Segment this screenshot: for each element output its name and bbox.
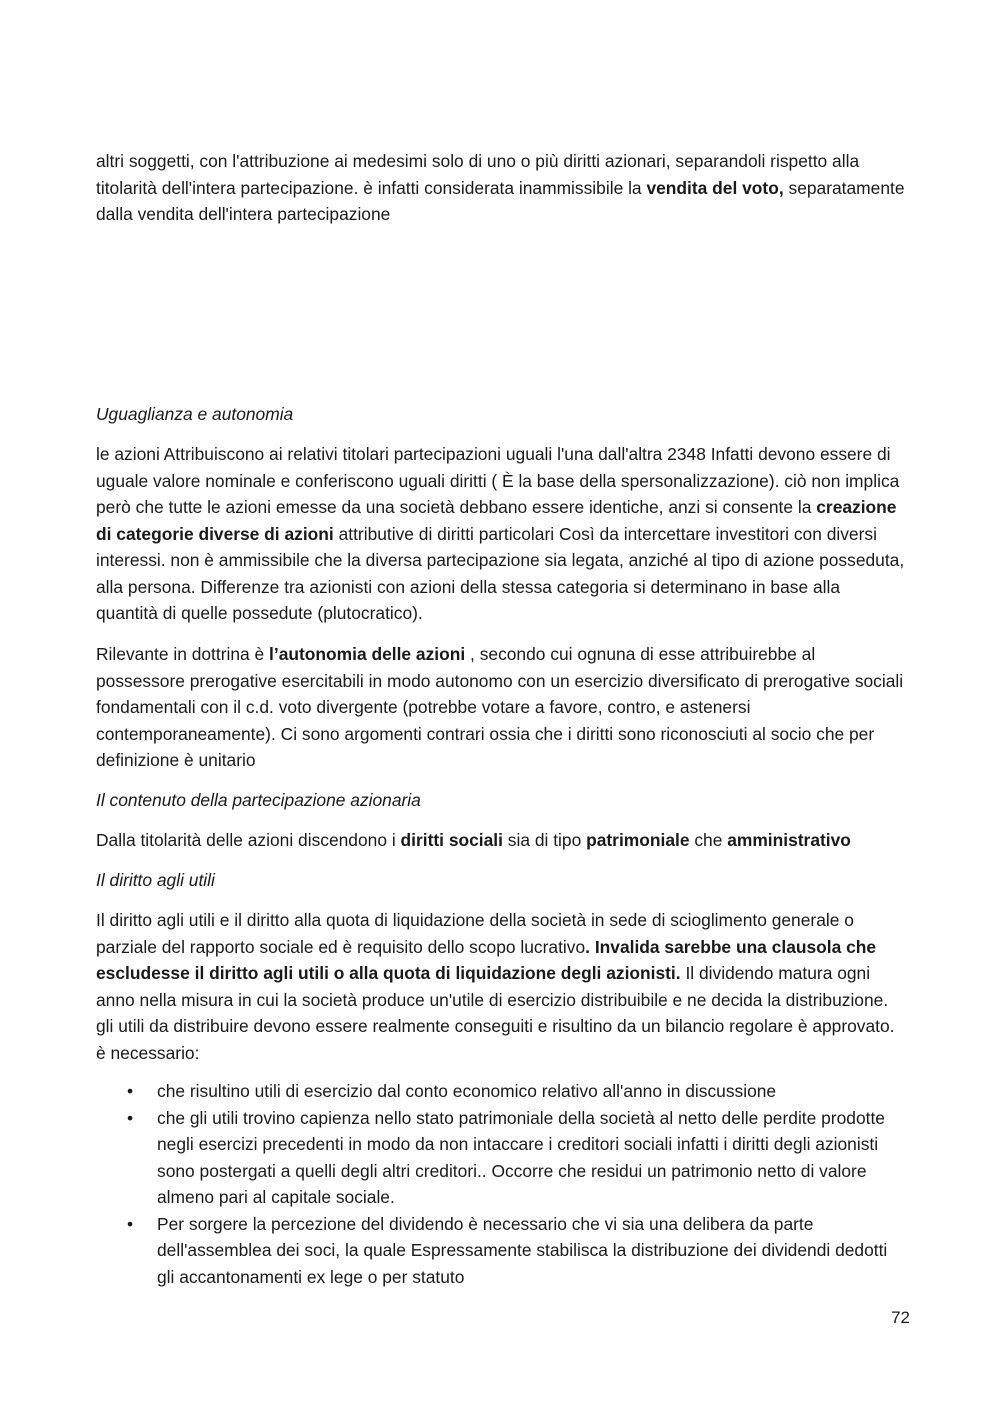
- utili-requirements-list: [96, 1078, 906, 1290]
- autonomia-bold: l’autonomia delle azioni: [269, 644, 466, 664]
- list-item-text: che risultino utili di esercizio dal conto economico relativo all'anno in discussione: [157, 1081, 777, 1101]
- bullet-icon: •: [126, 1081, 134, 1101]
- heading-uguaglianza: Uguaglianza e autonomia: [96, 404, 294, 424]
- utili-bold-clausola: . Invalida sarebbe una clausola che escludesse il diritto agli utili o alla quota di liquidazione degli azionisti.: [96, 936, 877, 983]
- intro-text-1: altri soggetti, con l'attribuzione ai medesimi solo di uno o più diritti azionari, separandoli rispetto alla titolarità dell'intera partecipazione. è infatti considerata inammissibile la: [96, 151, 860, 198]
- paragraph-diritto-utili: [96, 907, 906, 1066]
- bullet-icon: •: [126, 1107, 134, 1128]
- utili-text-b: Il dividendo matura ogni anno nella misura in cui la società produce un'utile di esercizio distribuibile e ne decida la distribuzione. gli utili da distribuire devono essere realmente conseguiti e risultino da un bilancio regolare è approvato. è necessario:: [96, 963, 895, 1063]
- intro-bold-vendita-voto: vendita del voto,: [646, 177, 784, 198]
- contenuto-bold-patrimoniale: patrimoniale: [586, 830, 690, 850]
- list-item-text: che gli utili trovino capienza nello stato patrimoniale della società al netto delle perdite prodotte negli esercizi precedenti in modo da non intaccare i creditori sociali infatti i diritti degli azionisti sono postergati a quelli degli altri creditori.. Occorre che residui un patrimonio netto di valore almeno pari al capitale sociale.: [157, 1107, 885, 1207]
- paragraph-autonomia: [96, 641, 906, 774]
- contenuto-text-a: Dalla titolarità delle azioni discendono i: [96, 830, 401, 850]
- contenuto-text-b: sia di tipo: [502, 830, 587, 850]
- paragraph-contenuto: [96, 827, 906, 854]
- page-number: 72: [891, 1308, 910, 1327]
- autonomia-text-b: , secondo cui ognuna di esse attribuirebbe al possessore prerogative esercitabili in modo autonomo con un esercizio diversificato di prerogative sociali fondamentali con il c.d. voto divergente (potrebbe votare a favore, contro, e astenersi contemporaneamente). Ci sono argomenti contrari ossia che i diritti sono riconosciuti al socio che per definizione è unitario: [96, 644, 904, 770]
- list-item-text: Per sorgere la percezione del dividendo è necessario che vi sia una delibera da parte dell'assemblea dei soci, la quale Espressamente stabilisca la distribuzione dei dividendi dedotti gli accantonamenti ex lege o per statuto: [157, 1213, 888, 1287]
- autonomia-text-a: Rilevante in dottrina è: [96, 644, 270, 664]
- intro-paragraph: [96, 148, 906, 228]
- list-item: [96, 1105, 906, 1211]
- intro-text-2: separatamente dalla vendita dell'intera partecipazione: [96, 177, 905, 224]
- paragraph-uguaglianza-1: [96, 441, 906, 627]
- list-item: [96, 1078, 906, 1105]
- utili-text-a: Il diritto agli utili e il diritto alla quota di liquidazione della società in sede di scioglimento generale o parziale del rapporto sociale ed è requisito dello scopo lucrativo: [96, 910, 854, 957]
- uguaglianza-text-a: le azioni Attribuiscono ai relativi titolari partecipazioni uguali l'una dall'altra 2348 Infatti devono essere di uguale valore nominale e conferiscono uguali diritti ( È la base della spersonalizzazione). ciò non implica però che tutte le azioni emesse da una società debbano essere identiche, anzi si consente la: [96, 444, 900, 517]
- contenuto-bold-amministrativo: amministrativo: [727, 830, 851, 850]
- uguaglianza-bold-categorie: creazione di categorie diverse di azioni: [96, 497, 897, 544]
- contenuto-text-c: che: [689, 830, 728, 850]
- list-item: [96, 1211, 906, 1291]
- heading-contenuto: Il contenuto della partecipazione azionaria: [96, 790, 421, 810]
- contenuto-bold-diritti-sociali: diritti sociali: [400, 830, 503, 850]
- bullet-icon: •: [126, 1213, 134, 1234]
- heading-diritto-utili: Il diritto agli utili: [96, 870, 215, 890]
- uguaglianza-text-b: attributive di diritti particolari Così da intercettare investitori con diversi interessi. non è ammissibile che la diversa partecipazione sia legata, anziché al tipo di azione posseduta, alla persona. Differenze tra azionisti con azioni della stessa categoria si determinano in base alla quantità di quelle possedute (plutocratico).: [96, 523, 905, 623]
